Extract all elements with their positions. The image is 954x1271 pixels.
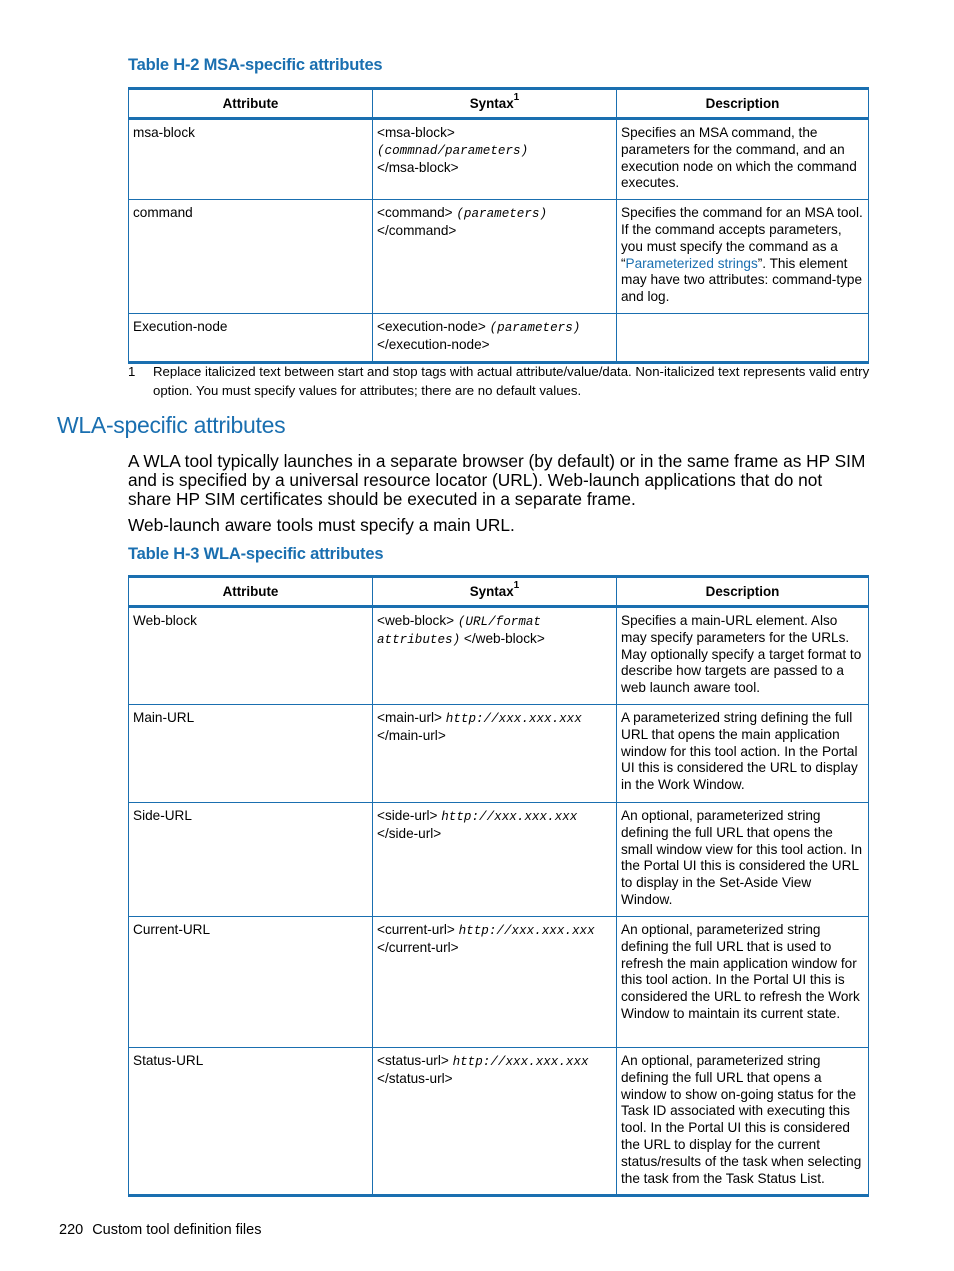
syntax-close-tag: </web-block>	[463, 630, 545, 646]
table-row	[129, 314, 869, 363]
footnote	[128, 362, 870, 400]
wla-attributes-table	[128, 575, 869, 1197]
attribute-cell: Web-block	[129, 607, 373, 705]
header-attribute: Attribute	[129, 89, 373, 119]
syntax-param: (URL/format attributes)	[377, 615, 541, 647]
footnote-number: 1	[128, 364, 136, 379]
syntax-cell	[373, 916, 617, 1047]
syntax-close-tag: </status-url>	[377, 1070, 453, 1086]
page-number: 220	[59, 1222, 84, 1238]
description-cell	[617, 200, 869, 314]
footnote-ref[interactable]: 1	[513, 92, 520, 104]
syntax-close-tag: </msa-block>	[377, 159, 459, 175]
syntax-close-tag: </command>	[377, 222, 457, 238]
footnote-text: Replace italicized text between start and stop tags with actual attribute/value/data. Non-italicized text represents valid entry option. You must specify values for attributes; there are no default values.	[153, 364, 870, 398]
attribute-cell: Main-URL	[129, 704, 373, 802]
syntax-close-tag: </side-url>	[377, 825, 442, 841]
header-syntax-label: Syntax	[469, 96, 514, 112]
syntax-param: http://xxx.xxx.xxx	[452, 1054, 589, 1069]
syntax-param: http://xxx.xxx.xxx	[445, 711, 582, 726]
attribute-cell: Status-URL	[129, 1047, 373, 1195]
header-attribute: Attribute	[129, 577, 373, 607]
header-description: Description	[617, 89, 869, 119]
section-paragraph: A WLA tool typically launches in a separate browser (by default) or in the same frame as HP SIM and is specified by a universal resource locator (URL). Web-launch applications that do not share HP SIM certificates should be executed in a separate frame.	[128, 451, 866, 509]
syntax-open-tag: <command>	[377, 205, 453, 221]
syntax-open-tag: <execution-node>	[377, 319, 486, 335]
header-description: Description	[617, 577, 869, 607]
syntax-close-tag: </current-url>	[377, 939, 459, 955]
msa-attributes-table	[128, 87, 869, 364]
syntax-param: (parameters)	[456, 207, 548, 222]
syntax-cell	[373, 607, 617, 705]
syntax-param: (commnad/parameters)	[377, 143, 529, 158]
syntax-param: http://xxx.xxx.xxx	[458, 923, 595, 938]
syntax-cell	[373, 802, 617, 916]
syntax-cell	[373, 1047, 617, 1195]
description-cell: An optional, parameterized string defining the full URL that is used to refresh the main application window for this tool action. In the Portal UI this is considered the URL to refresh the Work Window to maintain its current state.	[617, 916, 869, 1047]
attribute-cell: msa-block	[129, 119, 373, 200]
attribute-cell: Execution-node	[129, 314, 373, 363]
syntax-open-tag: <msa-block>	[377, 125, 455, 140]
table-row	[129, 916, 869, 1047]
table-row	[129, 802, 869, 916]
table-row	[129, 1047, 869, 1195]
table-header-row	[129, 89, 869, 119]
table-h3-caption: Table H-3 WLA-specific attributes	[128, 545, 384, 563]
description-cell: Specifies an MSA command, the parameters for the command, and an execution node on which the command executes.	[617, 119, 869, 200]
syntax-open-tag: <side-url>	[377, 807, 438, 823]
attribute-cell: Side-URL	[129, 802, 373, 916]
syntax-open-tag: <web-block>	[377, 613, 455, 628]
syntax-cell	[373, 314, 617, 363]
syntax-open-tag: <main-url>	[377, 709, 442, 725]
syntax-param: (parameters)	[489, 321, 581, 336]
syntax-close-tag: </execution-node>	[377, 336, 490, 352]
attribute-cell: Current-URL	[129, 916, 373, 1047]
attribute-cell: command	[129, 200, 373, 314]
description-cell: Specifies a main-URL element. Also may specify parameters for the URLs. May optionally specify a target format to describe how targets are passed to a web launch aware tool.	[617, 607, 869, 705]
syntax-open-tag: <current-url>	[377, 921, 455, 937]
chapter-title: Custom tool definition files	[92, 1222, 262, 1238]
syntax-param: http://xxx.xxx.xxx	[441, 809, 578, 824]
syntax-cell	[373, 119, 617, 200]
description-text: Specifies the command for an MSA tool. If the command accepts parameters, you must specify the command as a “	[621, 205, 863, 271]
syntax-close-tag: </main-url>	[377, 727, 446, 743]
section-paragraph: Web-launch aware tools must specify a main URL.	[128, 515, 515, 535]
syntax-cell	[373, 704, 617, 802]
description-cell: A parameterized string defining the full URL that opens the main application window for this tool action. In the Portal UI this is considered the URL to display in the Work Window.	[617, 704, 869, 802]
description-cell: An optional, parameterized string defining the full URL that opens a window to show on-going status for the Task ID associated with executing this tool. In the Portal UI this is considered the URL to display for the current status/results of the task when selecting the task from the Task Status List.	[617, 1047, 869, 1195]
table-h2-caption: Table H-2 MSA-specific attributes	[128, 56, 383, 74]
header-syntax-label: Syntax	[469, 584, 514, 600]
description-cell	[617, 314, 869, 363]
parameterized-strings-link[interactable]: Parameterized strings	[625, 255, 758, 271]
syntax-cell	[373, 200, 617, 314]
header-syntax	[373, 89, 617, 119]
table-row	[129, 119, 869, 200]
table-row	[129, 607, 869, 705]
table-row	[129, 704, 869, 802]
table-header-row	[129, 577, 869, 607]
page-footer	[59, 1222, 261, 1238]
table-row	[129, 200, 869, 314]
footnote-ref[interactable]: 1	[513, 580, 520, 592]
header-syntax	[373, 577, 617, 607]
section-heading: WLA-specific attributes	[57, 412, 286, 438]
description-cell: An optional, parameterized string defining the full URL that opens the small window view for this tool action. In the Portal UI this is considered the URL to display in the Set-Aside View Window.	[617, 802, 869, 916]
description-text: ”. This element may have two attributes: command-type and log.	[621, 255, 863, 305]
syntax-open-tag: <status-url>	[377, 1052, 449, 1068]
